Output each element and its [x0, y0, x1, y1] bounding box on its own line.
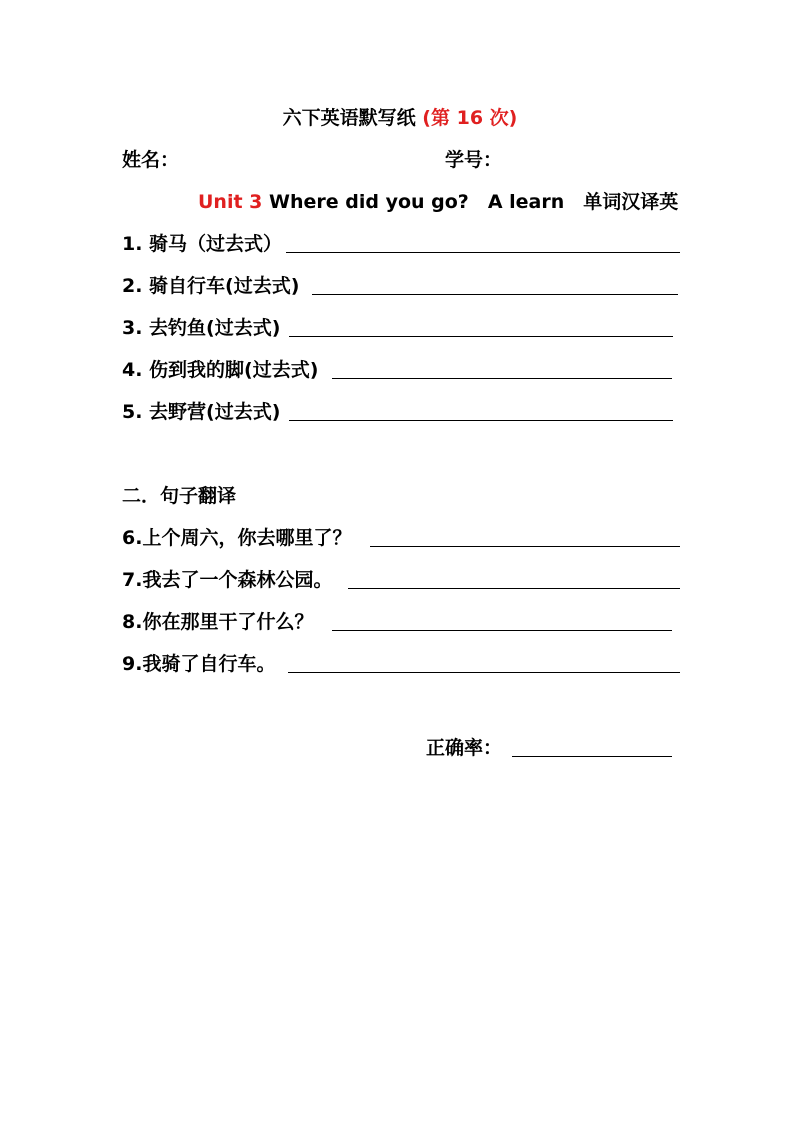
unit-description: Where did you go? A learn 单词汉译英	[262, 191, 679, 213]
word-item-5: 5. 去野营(过去式)	[122, 401, 281, 423]
unit-heading	[198, 190, 678, 214]
answer-blank-9[interactable]	[288, 672, 680, 673]
title-issue: (第 16 次)	[422, 107, 518, 129]
answer-blank-3[interactable]	[289, 336, 673, 337]
answer-blank-5[interactable]	[289, 420, 673, 421]
word-item-2: 2. 骑自行车(过去式)	[122, 275, 300, 297]
student-id-label: 学号：	[445, 149, 503, 171]
name-label: 姓名：	[122, 149, 180, 171]
word-item-4: 4. 伤到我的脚(过去式)	[122, 359, 319, 381]
answer-blank-7[interactable]	[348, 588, 680, 589]
answer-blank-4[interactable]	[332, 378, 672, 379]
sentence-item-6: 6.上个周六，你去哪里了？	[122, 527, 352, 549]
answer-blank-8[interactable]	[332, 630, 672, 631]
sentence-item-9: 9.我骑了自行车。	[122, 653, 276, 675]
title-main: 六下英语默写纸	[282, 107, 416, 129]
score-blank[interactable]	[512, 756, 672, 757]
word-item-3: 3. 去钓鱼(过去式)	[122, 317, 281, 339]
answer-blank-2[interactable]	[312, 294, 678, 295]
answer-blank-6[interactable]	[370, 546, 680, 547]
word-item-1: 1. 骑马（过去式）	[122, 233, 283, 255]
sentence-item-7: 7.我去了一个森林公园。	[122, 569, 333, 591]
section-heading: 二．句子翻译	[122, 485, 237, 507]
score-label: 正确率：	[426, 737, 503, 759]
sentence-item-8: 8.你在那里干了什么？	[122, 611, 314, 633]
unit-label: Unit 3	[198, 191, 263, 213]
answer-blank-1[interactable]	[286, 252, 680, 253]
worksheet-title	[0, 106, 800, 130]
